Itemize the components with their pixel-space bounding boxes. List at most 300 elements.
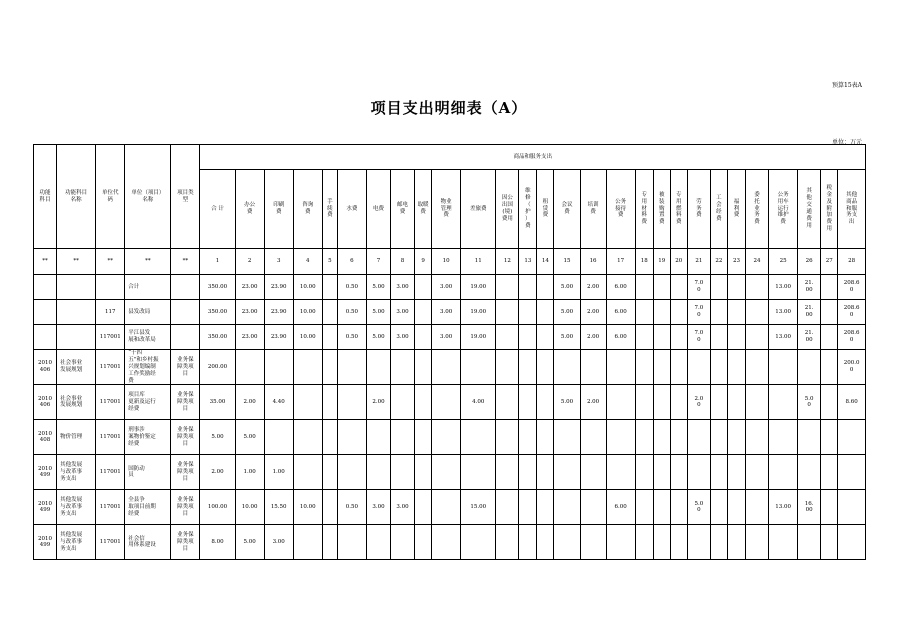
table-cell <box>727 325 745 350</box>
table-row <box>34 455 866 490</box>
table-cell: 10.00 <box>293 490 322 525</box>
table-cell <box>496 275 519 300</box>
table-cell <box>606 350 635 385</box>
table-cell: 2010 499 <box>34 525 57 560</box>
table-cell <box>293 420 322 455</box>
table-cell <box>322 525 337 560</box>
header-col-number: 28 <box>838 249 866 275</box>
table-cell: 2.00 <box>200 455 235 490</box>
table-cell <box>670 325 687 350</box>
table-cell: 117001 <box>96 350 125 385</box>
table-cell: 5.0 0 <box>798 385 821 420</box>
table-cell: 业务保 障类项 目 <box>171 385 200 420</box>
header-sub-11: 差旅费 <box>461 170 496 249</box>
table-cell: 5.00 <box>235 525 264 560</box>
header-sub-25: 公务 用车 运行 维护 费 <box>769 170 798 249</box>
table-cell <box>496 350 519 385</box>
table-cell: 117001 <box>96 420 125 455</box>
table-cell: 2010 406 <box>34 385 57 420</box>
unit-label: 单位：万元 <box>831 139 862 146</box>
table-cell <box>537 455 554 490</box>
table-cell <box>687 455 710 490</box>
header-col-number: 23 <box>727 249 745 275</box>
table-cell: 13.00 <box>769 325 798 350</box>
table-cell <box>606 420 635 455</box>
header-col-number: 10 <box>432 249 461 275</box>
header-func-code: 功能 科目 <box>34 145 57 249</box>
table-cell <box>537 300 554 325</box>
table-cell: 350.00 <box>200 300 235 325</box>
table-cell <box>606 455 635 490</box>
header-mark: ** <box>34 249 57 275</box>
table-cell <box>415 350 432 385</box>
table-cell <box>745 455 768 490</box>
table-cell <box>415 325 432 350</box>
table-cell <box>366 525 390 560</box>
header-sub-18: 专 用 材 料 费 <box>635 170 653 249</box>
table-cell: 117001 <box>96 525 125 560</box>
table-cell: 10.00 <box>235 490 264 525</box>
table-cell <box>496 490 519 525</box>
table-row <box>34 490 866 525</box>
table-cell <box>337 350 366 385</box>
table-cell <box>653 300 670 325</box>
table-cell <box>580 455 606 490</box>
table-cell: 0.50 <box>337 490 366 525</box>
table-cell <box>537 275 554 300</box>
table-cell <box>580 420 606 455</box>
table-cell: 5.00 <box>554 275 580 300</box>
header-sub-26: 其 他 交 通 费 用 <box>798 170 821 249</box>
table-cell: 5.00 <box>554 325 580 350</box>
table-cell <box>322 325 337 350</box>
table-cell <box>727 350 745 385</box>
table-cell <box>798 350 821 385</box>
table-cell: 1.00 <box>235 455 264 490</box>
table-cell <box>415 300 432 325</box>
table-cell <box>769 350 798 385</box>
table-cell <box>322 385 337 420</box>
table-cell <box>606 525 635 560</box>
table-cell: 3.00 <box>264 525 293 560</box>
table-cell: 3.00 <box>432 275 461 300</box>
table-cell: 5.00 <box>366 325 390 350</box>
table-cell <box>821 325 838 350</box>
table-cell: 5.00 <box>366 275 390 300</box>
table-cell <box>432 455 461 490</box>
table-cell <box>391 525 415 560</box>
page-title: 项目支出明细表（A） <box>370 99 528 117</box>
table-cell: 23.90 <box>264 325 293 350</box>
table-cell <box>710 275 727 300</box>
table-cell <box>57 275 96 300</box>
table-cell <box>745 525 768 560</box>
table-cell: 200.00 <box>200 350 235 385</box>
table-cell: 其他发展 与改革事 务支出 <box>57 490 96 525</box>
table-cell: 5.00 <box>366 300 390 325</box>
table-cell <box>519 350 537 385</box>
table-cell: 2.00 <box>580 300 606 325</box>
table-cell: 350.00 <box>200 325 235 350</box>
table-cell <box>670 385 687 420</box>
table-cell <box>670 525 687 560</box>
table-cell <box>635 325 653 350</box>
table-cell: 8.00 <box>200 525 235 560</box>
table-cell <box>670 455 687 490</box>
table-cell: 2.00 <box>366 385 390 420</box>
table-cell <box>57 325 96 350</box>
table-cell <box>322 455 337 490</box>
table-cell <box>537 325 554 350</box>
table-cell <box>537 490 554 525</box>
table-cell <box>821 490 838 525</box>
table-cell: 业务保 障类项 目 <box>171 525 200 560</box>
table-cell: 全县争 取项目前期 经费 <box>125 490 171 525</box>
table-row <box>34 300 866 325</box>
table-cell: 3.00 <box>432 325 461 350</box>
table-cell: 业务保 障类项 目 <box>171 420 200 455</box>
table-cell <box>554 490 580 525</box>
table-cell <box>769 385 798 420</box>
table-cell <box>769 420 798 455</box>
header-col-number: 4 <box>293 249 322 275</box>
header-sub-9: 取暖 费 <box>415 170 432 249</box>
table-cell: 6.00 <box>606 490 635 525</box>
table-cell: 1.00 <box>264 455 293 490</box>
table-cell: 15.50 <box>264 490 293 525</box>
table-cell <box>496 325 519 350</box>
header-sub-24: 委 托 业 务 费 <box>745 170 768 249</box>
table-cell <box>653 525 670 560</box>
header-sub-19: 被 装 购 置 费 <box>653 170 670 249</box>
table-cell <box>554 525 580 560</box>
table-cell <box>821 525 838 560</box>
table-cell: 19.00 <box>461 325 496 350</box>
table-cell <box>293 525 322 560</box>
table-cell: 208.6 0 <box>838 300 866 325</box>
table-cell: 2.00 <box>235 385 264 420</box>
table-row <box>34 325 866 350</box>
header-col-number: 1 <box>200 249 235 275</box>
table-cell <box>415 455 432 490</box>
header-sub-20: 专 用 燃 料 费 <box>670 170 687 249</box>
table-cell <box>171 275 200 300</box>
header-sub-23: 福 利 费 <box>727 170 745 249</box>
header-sub-7: 电费 <box>366 170 390 249</box>
table-cell <box>653 325 670 350</box>
table-cell <box>580 350 606 385</box>
header-col-number: 7 <box>366 249 390 275</box>
table-cell <box>496 300 519 325</box>
table-cell: 5.00 <box>554 300 580 325</box>
table-cell <box>57 300 96 325</box>
table-cell <box>537 350 554 385</box>
table-cell <box>366 455 390 490</box>
table-cell <box>519 385 537 420</box>
table-cell <box>745 300 768 325</box>
table-cell <box>171 325 200 350</box>
header-col-number: 12 <box>496 249 519 275</box>
table-cell <box>34 275 57 300</box>
table-cell <box>635 420 653 455</box>
table-cell <box>337 385 366 420</box>
table-cell: 35.00 <box>200 385 235 420</box>
table-cell: 其他发展 与改革事 务支出 <box>57 455 96 490</box>
table-cell <box>293 455 322 490</box>
header-sub-5: 手 续 费 <box>322 170 337 249</box>
table-cell <box>653 385 670 420</box>
table-cell: 2.0 0 <box>687 385 710 420</box>
table-cell <box>727 275 745 300</box>
table-cell: 6.00 <box>606 325 635 350</box>
table-cell <box>322 490 337 525</box>
table-cell <box>670 350 687 385</box>
header-sub-21: 劳 务 费 <box>687 170 710 249</box>
header-sub-17: 公务 接待 费 <box>606 170 635 249</box>
table-cell <box>727 300 745 325</box>
table-cell: 19.00 <box>461 275 496 300</box>
table-cell: 100.00 <box>200 490 235 525</box>
table-cell <box>710 490 727 525</box>
table-cell <box>96 275 125 300</box>
table-cell: 4.40 <box>264 385 293 420</box>
header-group-goods-services: 商品和服务支出 <box>200 145 866 170</box>
table-cell <box>293 385 322 420</box>
table-cell <box>415 525 432 560</box>
header-sub-14: 租 赁 费 <box>537 170 554 249</box>
table-cell <box>580 525 606 560</box>
header-sub-13: 维 修 （ 护 ） 费 <box>519 170 537 249</box>
header-sub-4: 咨询 费 <box>293 170 322 249</box>
table-cell <box>821 385 838 420</box>
table-cell: 项目库 更新及运行 经费 <box>125 385 171 420</box>
table-cell <box>745 490 768 525</box>
table-cell <box>653 490 670 525</box>
table-cell <box>670 300 687 325</box>
table-cell <box>322 350 337 385</box>
table-cell <box>606 385 635 420</box>
table-cell: 平江县发 展和改革局 <box>125 325 171 350</box>
table-cell <box>670 420 687 455</box>
table-cell: 业务保 障类项 目 <box>171 490 200 525</box>
table-cell <box>537 420 554 455</box>
table-cell: 23.90 <box>264 300 293 325</box>
header-mark: ** <box>57 249 96 275</box>
table-cell: 业务保 障类项 目 <box>171 455 200 490</box>
table-cell <box>710 325 727 350</box>
table-cell <box>798 420 821 455</box>
table-cell <box>496 455 519 490</box>
table-cell <box>838 455 866 490</box>
table-cell <box>554 455 580 490</box>
table-cell: 2010 406 <box>34 350 57 385</box>
table-cell: 5.00 <box>235 420 264 455</box>
table-cell <box>821 300 838 325</box>
header-col-number: 14 <box>537 249 554 275</box>
header-col-number: 19 <box>653 249 670 275</box>
header-col-number: 27 <box>821 249 838 275</box>
table-cell: 10.00 <box>293 275 322 300</box>
table-cell <box>415 490 432 525</box>
table-cell <box>838 420 866 455</box>
table-cell: 3.00 <box>391 275 415 300</box>
header-unit-code: 单位代 码 <box>96 145 125 249</box>
table-cell <box>798 525 821 560</box>
table-cell <box>519 490 537 525</box>
header-mark: ** <box>171 249 200 275</box>
table-cell <box>635 490 653 525</box>
table-cell: 其他发展 与改革事 务支出 <box>57 525 96 560</box>
table-cell: 3.00 <box>391 325 415 350</box>
table-cell: 3.00 <box>366 490 390 525</box>
table-cell: 350.00 <box>200 275 235 300</box>
table-cell: 15.00 <box>461 490 496 525</box>
header-col-number: 6 <box>337 249 366 275</box>
table-cell: 13.00 <box>769 490 798 525</box>
table-cell <box>687 350 710 385</box>
header-sub-22: 工 会 经 费 <box>710 170 727 249</box>
table-cell <box>727 420 745 455</box>
table-cell <box>838 490 866 525</box>
project-expenditure-table <box>33 144 866 560</box>
table-cell <box>415 275 432 300</box>
table-cell: 3.00 <box>391 300 415 325</box>
table-cell <box>687 525 710 560</box>
table-cell: 2010 499 <box>34 455 57 490</box>
table-cell: 3.00 <box>391 490 415 525</box>
table-cell <box>745 385 768 420</box>
table-cell: 5.00 <box>200 420 235 455</box>
table-cell: 16. 00 <box>798 490 821 525</box>
table-cell <box>653 420 670 455</box>
table-cell <box>391 420 415 455</box>
table-cell <box>727 455 745 490</box>
header-sub-12: 因公 出国 (境) 费用 <box>496 170 519 249</box>
table-cell: 23.90 <box>264 275 293 300</box>
table-cell <box>496 525 519 560</box>
table-cell <box>432 350 461 385</box>
table-cell: 117001 <box>96 325 125 350</box>
table-cell: 8.60 <box>838 385 866 420</box>
table-cell <box>34 325 57 350</box>
table-cell <box>745 420 768 455</box>
table-cell: 19.00 <box>461 300 496 325</box>
header-mark: ** <box>96 249 125 275</box>
header-col-number: 18 <box>635 249 653 275</box>
header-col-number: 20 <box>670 249 687 275</box>
table-cell <box>635 350 653 385</box>
table-cell: 5.00 <box>554 385 580 420</box>
table-cell <box>769 525 798 560</box>
table-cell <box>710 455 727 490</box>
table-cell: 23.00 <box>235 325 264 350</box>
table-cell <box>745 325 768 350</box>
table-cell <box>537 525 554 560</box>
table-cell <box>635 455 653 490</box>
header-col-number: 15 <box>554 249 580 275</box>
table-cell <box>798 455 821 490</box>
table-cell <box>519 525 537 560</box>
table-cell <box>821 275 838 300</box>
header-sub-3: 印刷 费 <box>264 170 293 249</box>
header-unit-name: 单位（项目） 名称 <box>125 145 171 249</box>
table-cell: 2.00 <box>580 275 606 300</box>
table-cell <box>537 385 554 420</box>
table-cell <box>687 420 710 455</box>
table-cell <box>745 350 768 385</box>
table-cell: 117001 <box>96 385 125 420</box>
table-cell <box>821 350 838 385</box>
table-cell: 2.00 <box>580 325 606 350</box>
table-cell: 10.00 <box>293 325 322 350</box>
table-cell: 208.6 0 <box>838 325 866 350</box>
header-col-number: 3 <box>264 249 293 275</box>
table-cell <box>293 350 322 385</box>
table-cell <box>745 275 768 300</box>
table-cell <box>432 490 461 525</box>
table-cell: 5.0 0 <box>687 490 710 525</box>
table-cell <box>391 350 415 385</box>
table-cell <box>337 455 366 490</box>
table-cell: 6.00 <box>606 300 635 325</box>
header-mark: ** <box>125 249 171 275</box>
table-cell: 社会事业 发展规划 <box>57 385 96 420</box>
table-cell: “十四 五”和乡村振 兴规划编制 工作奖励经 费 <box>125 350 171 385</box>
table-cell: 2010 499 <box>34 490 57 525</box>
table-cell <box>821 455 838 490</box>
table-cell <box>727 525 745 560</box>
table-cell: 6.00 <box>606 275 635 300</box>
form-code: 预算15表A <box>832 82 862 89</box>
table-cell <box>322 300 337 325</box>
table-cell <box>391 455 415 490</box>
header-sub-28: 其他 商品 和服 务支 出 <box>838 170 866 249</box>
table-cell: 国防动 员 <box>125 455 171 490</box>
table-cell <box>235 350 264 385</box>
table-cell: 0.50 <box>337 275 366 300</box>
table-cell <box>821 420 838 455</box>
header-func-name: 功能科目 名称 <box>57 145 96 249</box>
table-cell <box>432 420 461 455</box>
table-cell <box>519 300 537 325</box>
table-cell <box>415 385 432 420</box>
table-cell <box>769 455 798 490</box>
table-cell <box>727 385 745 420</box>
table-cell <box>670 275 687 300</box>
table-cell <box>171 300 200 325</box>
table-cell: 7.0 0 <box>687 300 710 325</box>
table-cell <box>554 420 580 455</box>
table-cell <box>461 350 496 385</box>
header-project-type: 项目类 型 <box>171 145 200 249</box>
header-col-number: 5 <box>322 249 337 275</box>
table-cell: 21. 00 <box>798 325 821 350</box>
table-cell <box>322 275 337 300</box>
table-cell <box>496 385 519 420</box>
table-cell: 200.0 0 <box>838 350 866 385</box>
table-cell <box>366 350 390 385</box>
table-cell: 2.00 <box>580 385 606 420</box>
header-col-number: 2 <box>235 249 264 275</box>
table-cell <box>710 300 727 325</box>
table-row <box>34 385 866 420</box>
table-cell <box>432 385 461 420</box>
table-cell <box>34 300 57 325</box>
table-cell: 117001 <box>96 490 125 525</box>
table-cell <box>432 525 461 560</box>
table-cell <box>838 525 866 560</box>
table-cell: 2010 408 <box>34 420 57 455</box>
